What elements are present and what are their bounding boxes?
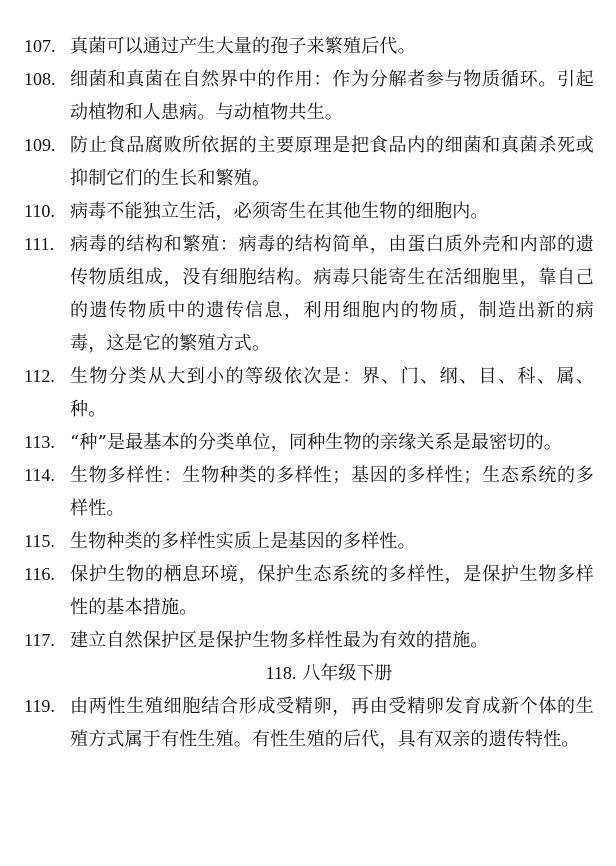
list-item (24, 525, 594, 558)
list-item (24, 228, 594, 360)
list-item (24, 426, 594, 459)
item-number: 107. (24, 36, 56, 56)
item-number: 108. (24, 69, 56, 89)
list-item (24, 459, 594, 525)
item-text: 建立自然保护区是保护生物多样性最为有效的措施。 (70, 630, 489, 651)
list-item (24, 360, 594, 426)
item-text: 病毒的结构和繁殖：病毒的结构简单，由蛋白质外壳和内部的遗传物质组成，没有细胞结构。病毒只能寄生在活细胞里，靠自己的遗传物质中的遗传信息，利用细胞内的物质，制造出新的病毒，这是它的繁殖方式。 (70, 234, 594, 354)
heading-number: 118. (265, 663, 297, 683)
item-text: 保护生物的栖息环境，保护生态系统的多样性，是保护生物多样性的基本措施。 (70, 564, 594, 618)
item-number: 109. (24, 135, 56, 155)
heading-text: 八年级下册 (302, 663, 393, 684)
list-item (24, 129, 594, 195)
item-text: 病毒不能独立生活，必须寄生在其他生物的细胞内。 (70, 201, 489, 222)
list-item (24, 558, 594, 624)
item-text: 生物多样性：生物种类的多样性；基因的多样性；生态系统的多样性。 (70, 465, 594, 519)
item-text: 真菌可以通过产生大量的孢子来繁殖后代。 (70, 36, 416, 57)
item-number: 117. (24, 630, 55, 650)
item-text: 生物分类从大到小的等级依次是：界、门、纲、目、科、属、种。 (70, 366, 594, 420)
list-item (24, 195, 594, 228)
item-number: 116. (24, 564, 55, 584)
list-item (24, 30, 594, 63)
item-number: 115. (24, 531, 55, 551)
item-number: 119. (24, 696, 55, 716)
section-heading (24, 657, 594, 690)
item-number: 110. (24, 201, 55, 221)
item-text: 防止食品腐败所依据的主要原理是把食品内的细菌和真菌杀死或抑制它们的生长和繁殖。 (70, 135, 594, 189)
item-text: 细菌和真菌在自然界中的作用：作为分解者参与物质循环。引起动植物和人患病。与动植物共生。 (70, 69, 594, 123)
list-item (24, 690, 594, 756)
list-item (24, 624, 594, 657)
item-text: 生物种类的多样性实质上是基因的多样性。 (70, 531, 416, 552)
item-text: “种”是最基本的分类单位，同种生物的亲缘关系是最密切的。 (70, 432, 563, 453)
item-number: 112. (24, 366, 55, 386)
item-number: 111. (24, 234, 55, 254)
item-text: 由两性生殖细胞结合形成受精卵，再由受精卵发育成新个体的生殖方式属于有性生殖。有性生殖的后代，具有双亲的遗传特性。 (70, 696, 594, 750)
item-number: 114. (24, 465, 55, 485)
item-number: 113. (24, 432, 55, 452)
list-item (24, 63, 594, 129)
